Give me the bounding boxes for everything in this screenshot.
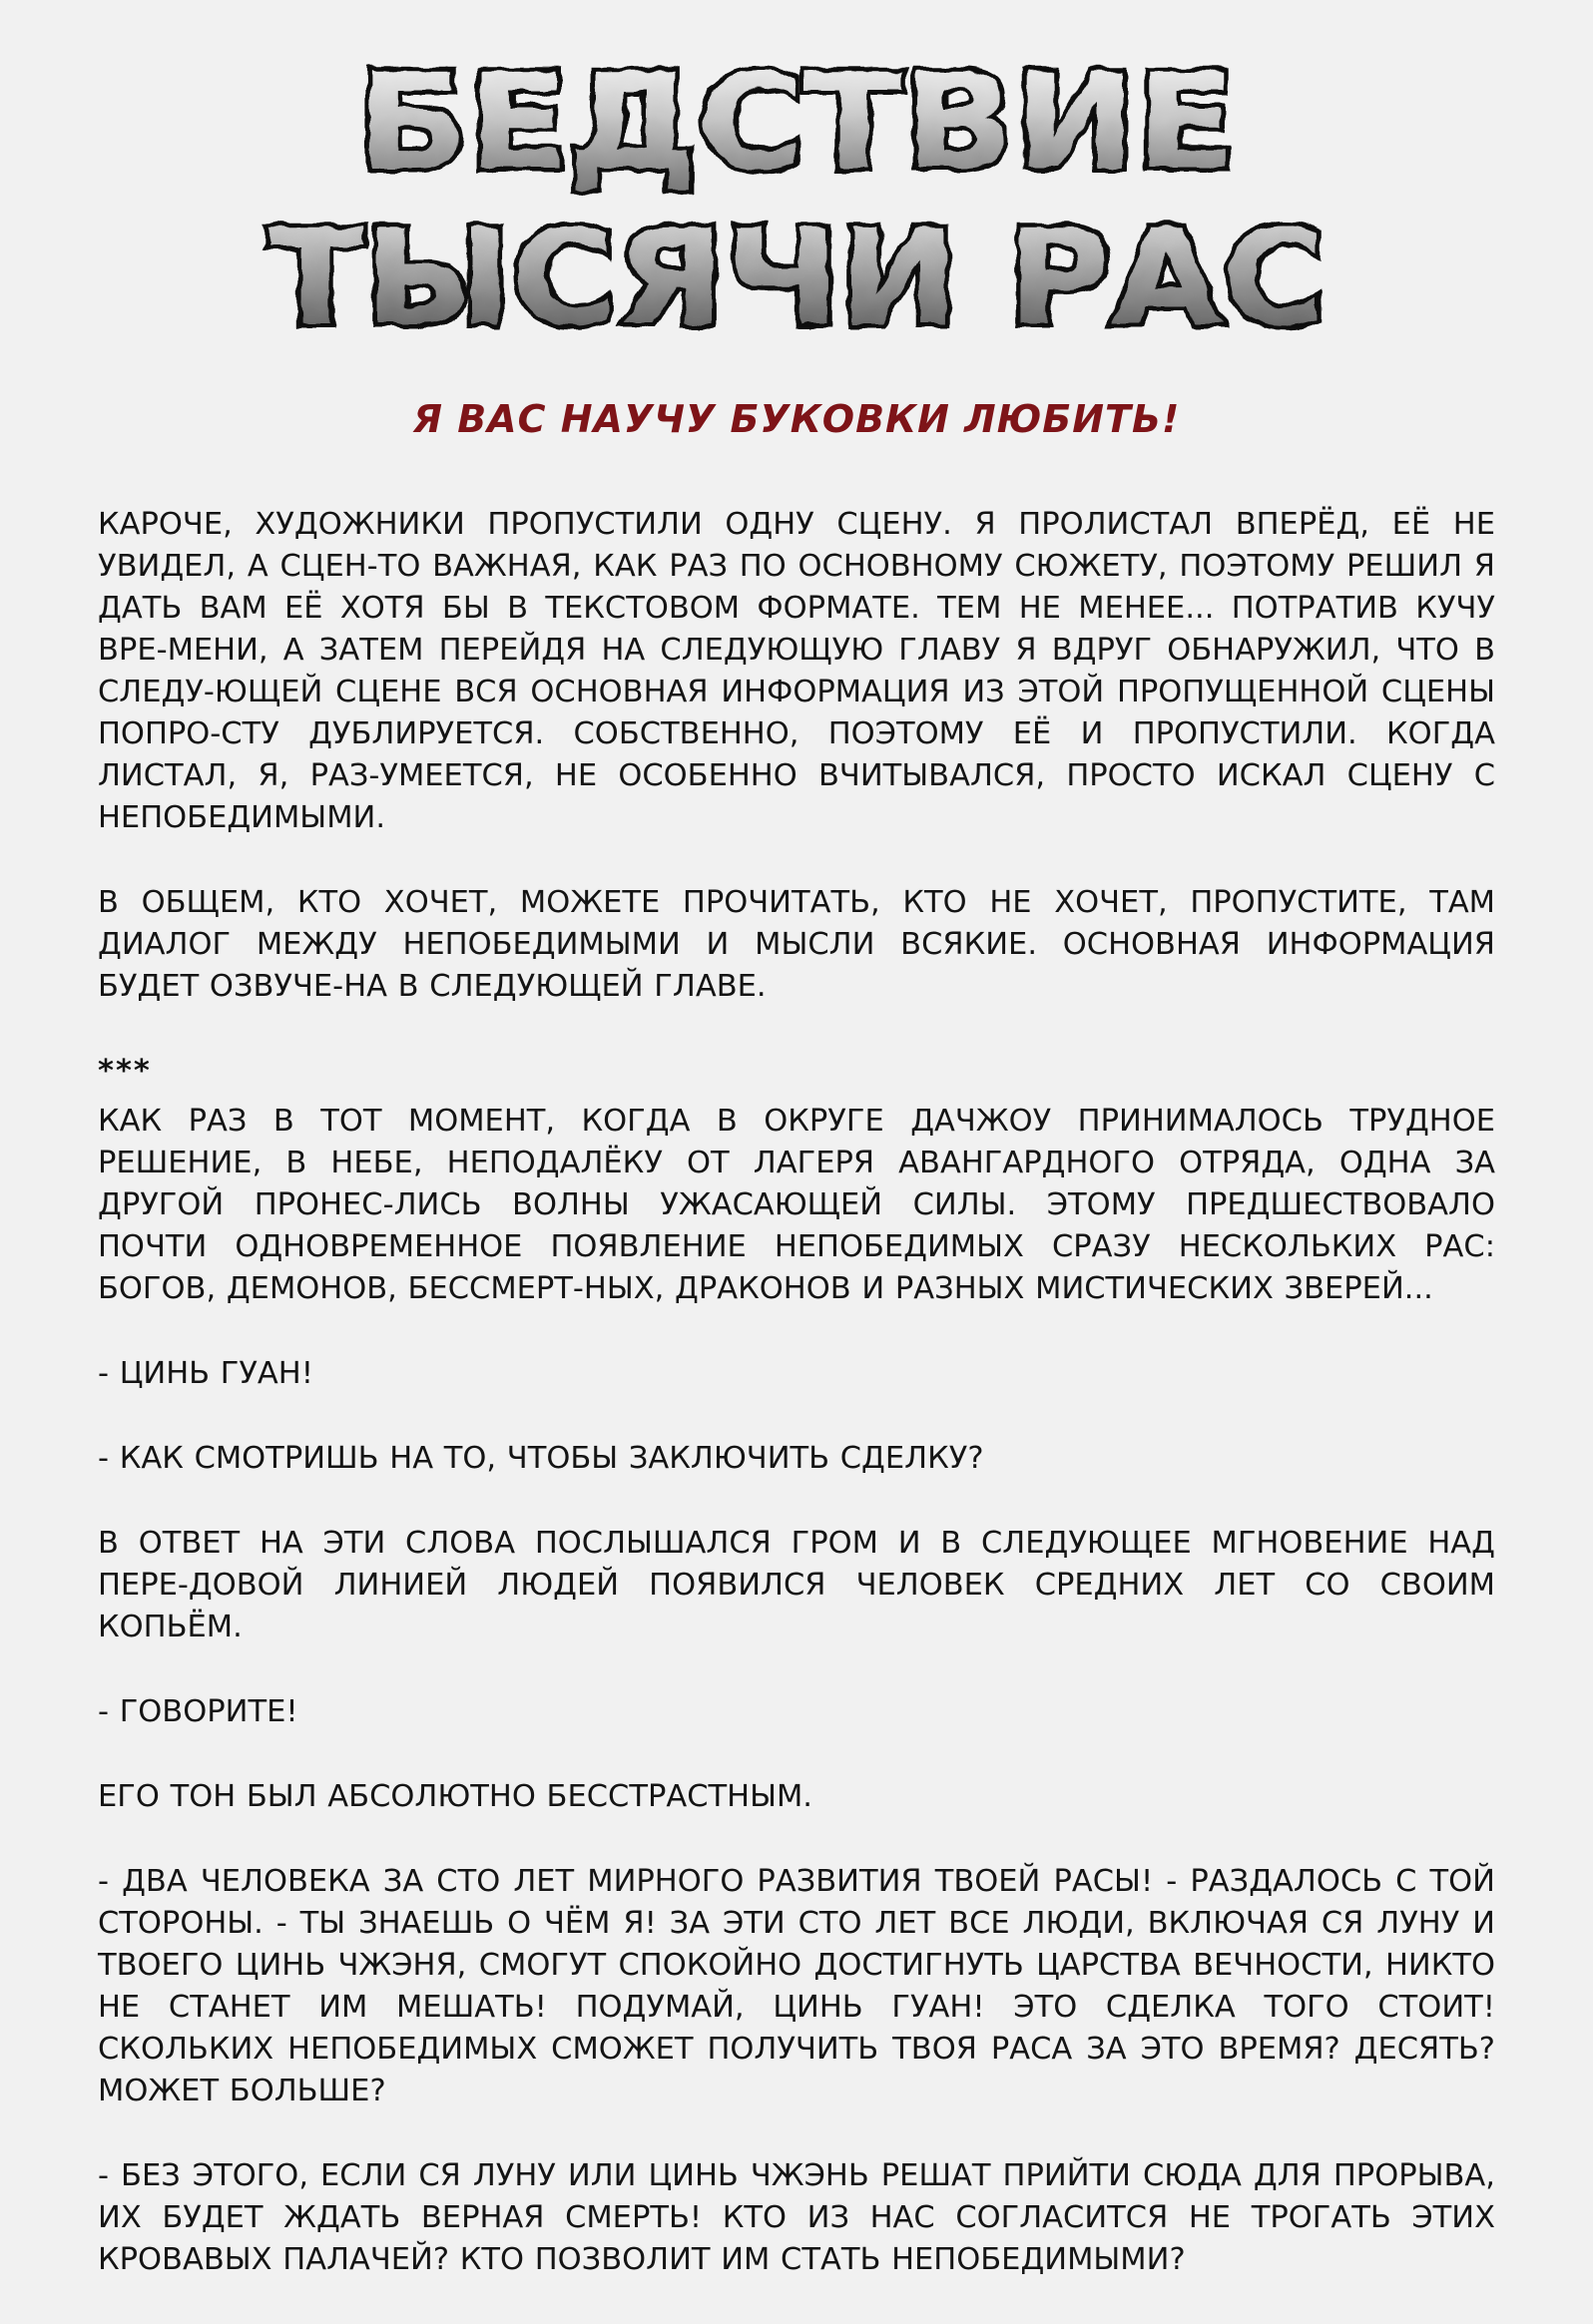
article-body xyxy=(98,504,1495,2324)
paragraph: ЕГО ТОН БЫЛ АБСОЛЮТНО БЕССТРАСТНЫМ. xyxy=(98,1779,812,1814)
dialogue-line: - ДВА ЧЕЛОВЕКА ЗА СТО ЛЕТ МИРНОГО РАЗВИТИЯ ТВОЕЙ РАСЫ! - РАЗДАЛОСЬ С ТОЙ СТОРОНЫ. - ТЫ ЗНАЕШЬ О ЧЁМ Я! ЗА ЭТИ СТО ЛЕТ ВСЕ ЛЮДИ, ВКЛЮЧАЯ СЯ ЛУНУ И ТВОЕГО ЦИНЬ ЧЖЭНЯ, СМОГУТ СПОКОЙНО ДОСТИГНУТЬ ЦАРСТВА ВЕЧНОСТИ, НИКТО НЕ СТАНЕТ ИМ МЕШАТЬ! ПОДУМАЙ, ЦИНЬ ГУАН! ЭТО СДЕЛКА ТОГО СТОИТ! СКОЛЬКИХ НЕПОБЕДИМЫХ СМОЖЕТ ПОЛУЧИТЬ ТВОЯ РАСА ЗА ЭТО ВРЕМЯ? ДЕСЯТЬ? МОЖЕТ БОЛЬШЕ? xyxy=(98,1864,1495,2108)
paragraph: КАК РАЗ В ТОТ МОМЕНТ, КОГДА В ОКРУГЕ ДАЧЖОУ ПРИНИМАЛОСЬ ТРУДНОЕ РЕШЕНИЕ, В НЕБЕ, НЕПОДАЛЁКУ ОТ ЛАГЕРЯ АВАНГАРДНОГО ОТРЯДА, ОДНА ЗА ДРУГОЙ ПРОНЕС-ЛИСЬ ВОЛНЫ УЖАСАЮЩЕЙ СИЛЫ. ЭТОМУ ПРЕДШЕСТВОВАЛО ПОЧТИ ОДНОВРЕМЕННОЕ ПОЯВЛЕНИЕ НЕПОБЕДИМЫХ СРАЗУ НЕСКОЛЬКИХ РАС: БОГОВ, ДЕМОНОВ, БЕССМЕРТ-НЫХ, ДРАКОНОВ И РАЗНЫХ МИСТИЧЕСКИХ ЗВЕРЕЙ... xyxy=(98,1104,1495,1306)
dialogue-line: - БЕЗ ЭТОГО, ЕСЛИ СЯ ЛУНУ ИЛИ ЦИНЬ ЧЖЭНЬ РЕШАТ ПРИЙТИ СЮДА ДЛЯ ПРОРЫВА, ИХ БУДЕТ ЖДАТЬ ВЕРНАЯ СМЕРТЬ! КТО ИЗ НАС СОГЛАСИТСЯ НЕ ТРОГАТЬ ЭТИХ КРОВАВЫХ ПАЛАЧЕЙ? КТО ПОЗВОЛИТ ИМ СТАТЬ НЕПОБЕДИМЫМИ? xyxy=(98,2158,1495,2277)
title-logo xyxy=(0,28,1593,357)
paragraph: КАРОЧЕ, ХУДОЖНИКИ ПРОПУСТИЛИ ОДНУ СЦЕНУ. Я ПРОЛИСТАЛ ВПЕРЁД, ЕЁ НЕ УВИДЕЛ, А СЦЕН-ТО ВАЖНАЯ, КАК РАЗ ПО ОСНОВНОМУ СЮЖЕТУ, ПОЭТОМУ РЕШИЛ Я ДАТЬ ВАМ ЕЁ ХОТЯ БЫ В ТЕКСТОВОМ ФОРМАТЕ. ТЕМ НЕ МЕНЕЕ... ПОТРАТИВ КУЧУ ВРЕ-МЕНИ, А ЗАТЕМ ПЕРЕЙДЯ НА СЛЕДУЮЩУЮ ГЛАВУ Я ВДРУГ ОБНАРУЖИЛ, ЧТО В СЛЕДУ-ЮЩЕЙ СЦЕНЕ ВСЯ ОСНОВНАЯ ИНФОРМАЦИЯ ИЗ ЭТОЙ ПРОПУЩЕННОЙ СЦЕНЫ ПОПРО-СТУ ДУБЛИРУЕТСЯ. СОБСТВЕННО, ПОЭТОМУ ЕЁ И ПРОПУСТИЛИ. КОГДА ЛИСТАЛ, Я, РАЗ-УМЕЕТСЯ, НЕ ОСОБЕННО ВЧИТЫВАЛСЯ, ПРОСТО ИСКАЛ СЦЕНУ С НЕПОБЕДИМЫМИ. xyxy=(98,507,1495,835)
title-line-2: ТЫСЯЧИ РАС xyxy=(267,202,1326,355)
subtitle: Я ВАС НАУЧУ БУКОВКИ ЛЮБИТЬ! xyxy=(412,397,1181,441)
dialogue-line: - ЦИНЬ ГУАН! xyxy=(98,1356,313,1391)
dialogue-line: - ГОВОРИТЕ! xyxy=(98,1694,298,1729)
title-line-1: БЕДСТВИЕ xyxy=(357,46,1236,200)
scene-separator: *** xyxy=(98,1054,152,1089)
paragraph: В ОБЩЕМ, КТО ХОЧЕТ, МОЖЕТЕ ПРОЧИТАТЬ, КТО НЕ ХОЧЕТ, ПРОПУСТИТЕ, ТАМ ДИАЛОГ МЕЖДУ НЕПОБЕДИМЫМИ И МЫСЛИ ВСЯКИЕ. ОСНОВНАЯ ИНФОРМАЦИЯ БУДЕТ ОЗВУЧЕ-НА В СЛЕДУЮЩЕЙ ГЛАВЕ. xyxy=(98,885,1495,1004)
dialogue-line: - КАК СМОТРИШЬ НА ТО, ЧТОБЫ ЗАКЛЮЧИТЬ СДЕЛКУ? xyxy=(98,1441,984,1476)
paragraph: В ОТВЕТ НА ЭТИ СЛОВА ПОСЛЫШАЛСЯ ГРОМ И В СЛЕДУЮЩЕЕ МГНОВЕНИЕ НАД ПЕРЕ-ДОВОЙ ЛИНИЕЙ ЛЮДЕЙ ПОЯВИЛСЯ ЧЕЛОВЕК СРЕДНИХ ЛЕТ СО СВОИМ КОПЬЁМ. xyxy=(98,1526,1495,1644)
